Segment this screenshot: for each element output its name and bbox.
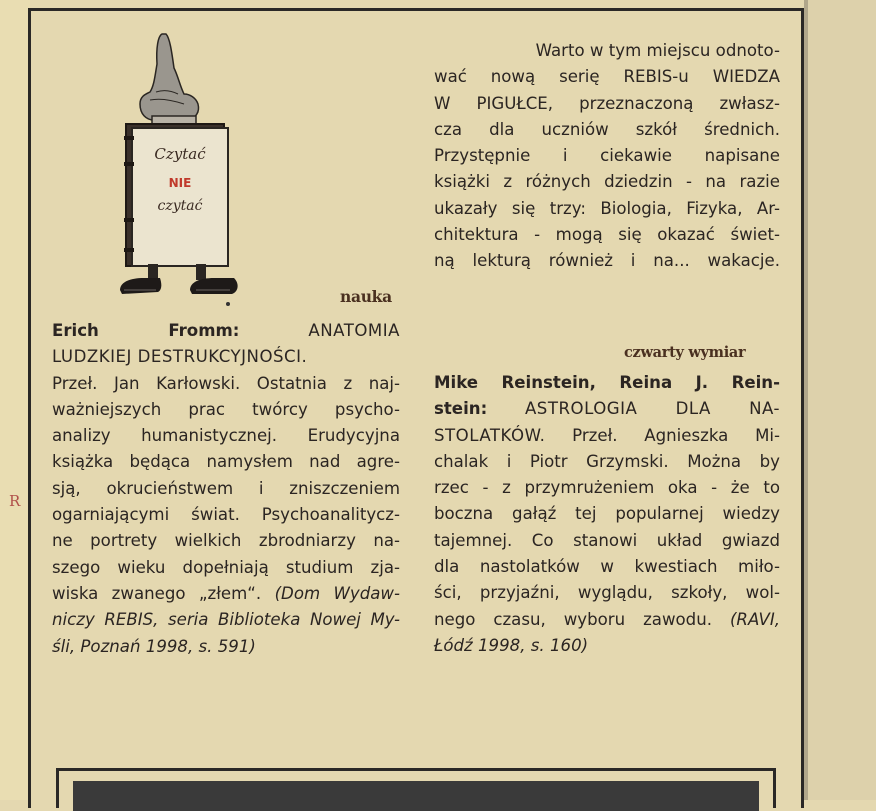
publisher-info: śli, Poznań 1998, s. 591)	[52, 636, 256, 656]
review-title-line	[434, 396, 780, 422]
review-fromm	[52, 318, 400, 660]
review-title-line	[52, 318, 400, 344]
review-line: książka będąca namysłem nad agre-	[52, 452, 400, 472]
review-title-line	[434, 423, 780, 449]
book-author: Mike Reinstein, Reina J. Rein-	[434, 373, 780, 392]
book-author-cont: stein:	[434, 399, 488, 419]
book-with-legs-icon	[110, 28, 260, 298]
review-reinstein	[434, 370, 780, 659]
intro-line: ukazały się trzy: Biologia, Fizyka, Ar-	[434, 198, 780, 218]
left-margin-strip	[0, 0, 30, 800]
review-line-text: Przeł. Agnieszka Mi-	[572, 425, 780, 445]
book-title: ANATOMIA	[308, 321, 400, 340]
intro-line: książki z różnych dziedzin - na razie	[434, 172, 780, 192]
review-line: chalak i Piotr Grzymski. Można by	[434, 451, 780, 471]
sign-line1: Czytać	[154, 145, 206, 163]
review-line: Przeł. Jan Karłowski. Ostatnia z naj-	[52, 373, 400, 393]
review-line	[434, 607, 780, 633]
review-line: tajemnej. Co stanowi układ gwiazd	[434, 530, 780, 550]
book-title-cont: STOLATKÓW.	[434, 425, 546, 445]
review-line	[52, 581, 400, 607]
review-line-text: wiska zwanego „złem“.	[52, 583, 275, 603]
next-article-header-bar	[73, 781, 759, 811]
review-line: ści, przyjaźni, wyglądu, szkoły, wol-	[434, 583, 780, 603]
sign-line3: czytać	[157, 198, 203, 214]
publisher-info: Łódź 1998, s. 160)	[434, 635, 589, 655]
review-line: boczna gałąź tej popularnej wiedzy	[434, 504, 780, 524]
review-line: sją, okrucieństwem i zniszczeniem	[52, 478, 400, 498]
ornament-dot	[226, 302, 230, 306]
intro-line: wać nową serię REBIS-u WIEDZA	[434, 67, 780, 87]
review-line: rzec - z przymrużeniem oka - że to	[434, 478, 780, 498]
book-title-cont: LUDZKIEJ DESTRUKCYJNOŚCI.	[52, 347, 308, 367]
section-heading-czwarty-wymiar: czwarty wymiar	[624, 344, 746, 361]
intro-line: W PIGUŁCE, przeznaczoną zwłasz-	[434, 93, 780, 113]
review-line: ważniejszych prac twórcy psycho-	[52, 399, 400, 419]
margin-letter: R	[9, 492, 21, 510]
sign-line2: NIE	[168, 176, 192, 190]
review-line-text: nego czasu, wyboru zawodu.	[434, 609, 730, 629]
review-line: ne portrety wielkich zbrodniarzy na-	[52, 531, 400, 551]
intro-paragraph	[434, 38, 780, 275]
book-title: ASTROLOGIA DLA NA-	[524, 399, 781, 419]
review-line: szego wieku dopełniają studium zja-	[52, 557, 400, 577]
publisher-info: niczy REBIS, seria Biblioteka Nowej My-	[52, 610, 400, 630]
intro-line: Warto w tym miejscu odnoto-	[535, 41, 780, 60]
review-line: dla nastolatków w kwestiach miło-	[434, 557, 780, 577]
intro-line: Przystępnie i ciekawie napisane	[434, 146, 780, 166]
book-author: Erich Fromm:	[52, 321, 240, 340]
intro-line: ną lekturą również i na... wakacje.	[434, 251, 780, 271]
intro-line: chitektura - mogą się okazać świet-	[434, 225, 780, 245]
review-line: ogarniającymi świat. Psychoanalitycz-	[52, 505, 400, 525]
intro-line: cza dla uczniów szkół średnich.	[434, 119, 780, 139]
review-line: analizy humanistycznej. Erudycyjna	[52, 426, 400, 446]
next-article-box	[56, 768, 776, 808]
publisher-info: (RAVI,	[729, 609, 780, 629]
right-margin-strip	[804, 0, 876, 800]
publisher-info: (Dom Wydaw-	[274, 583, 400, 603]
section-heading-nauka: nauka	[340, 287, 392, 306]
